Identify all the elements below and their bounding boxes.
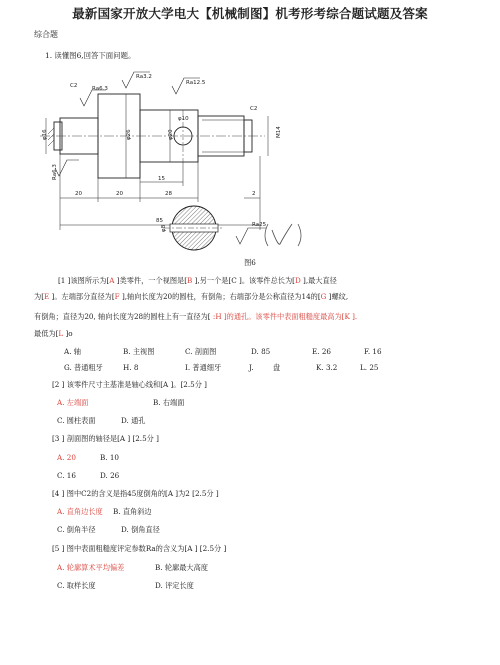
dim-c2-right: C2 — [250, 106, 258, 112]
paragraph-segment: L — [58, 329, 64, 338]
q5-option-d[interactable]: D. 评定长度 — [155, 581, 194, 590]
paragraph-segment: C — [231, 276, 237, 285]
dim-85: 85 — [156, 218, 163, 224]
dim-ra63-left: Ra6.3 — [92, 86, 108, 92]
q4-option-a[interactable]: A. 直角边长度 — [57, 507, 103, 516]
paragraph-segment: ]螺纹, — [326, 292, 349, 301]
paragraph-segment: ],轴向长度为20的圆柱，有倒角；右端部分是公称直径为14的[ — [119, 292, 321, 301]
q3-stem: [3 ] 剖面图的轴径是[A ] [2.5分 ] — [52, 434, 159, 443]
dim-m14: M14 — [276, 126, 282, 138]
option-d1: D. 85 — [251, 347, 271, 356]
paragraph-segment: G — [320, 292, 327, 301]
option-g: G. 普通粗牙 — [64, 363, 103, 372]
paragraph-line-2 — [34, 292, 348, 302]
q4-stem: [4 ] 图中C2的含义是指45度倒角的[A ]为2 [2.5分 ] — [52, 489, 219, 498]
dim-15: 15 — [158, 176, 165, 182]
dim-ra25: Ra25 — [252, 222, 267, 228]
paragraph-segment: ]o — [63, 329, 73, 338]
paragraph-segment: :H ]的通孔。该零件中表面粗糙度最高为[K ]. — [210, 312, 358, 321]
q4-option-b[interactable]: B. 直角斜边 — [113, 507, 152, 516]
q2-option-b[interactable]: B. 右端面 — [153, 398, 185, 407]
dim-ra32: Ra3.2 — [136, 74, 152, 80]
paragraph-segment: 为[ — [34, 292, 44, 301]
q5-option-c[interactable]: C. 取样长度 — [57, 581, 96, 590]
paragraph-segment: F — [114, 292, 120, 301]
option-j: J. — [249, 363, 254, 372]
option-j-value: 盘 — [273, 363, 281, 372]
option-l: L. 25 — [360, 363, 379, 372]
q3-option-a[interactable]: A. 20 — [57, 453, 76, 462]
paragraph-line-4 — [34, 329, 73, 339]
paragraph-segment: ],最大直径 — [300, 276, 337, 285]
dim-20b: 20 — [116, 191, 123, 197]
q2-stem: [2 ] 该零件尺寸主基准是轴心线和[A ]。[2.5分 ] — [52, 380, 207, 389]
paragraph-segment: ],另一个是[ — [192, 276, 232, 285]
q3-option-c[interactable]: C. 16 — [57, 471, 76, 480]
dim-phi10: φ10 — [178, 116, 189, 122]
paragraph-line-3 — [34, 312, 357, 322]
option-e1: E. 26 — [312, 347, 331, 356]
option-i: I. 普通细牙 — [185, 363, 222, 372]
dim-c2-left: C2 — [70, 83, 78, 89]
paragraph-segment: E — [44, 292, 50, 301]
dim-2: 2 — [252, 191, 256, 197]
q5-option-b[interactable]: B. 轮廓最大高度 — [155, 563, 208, 572]
dim-28: 28 — [165, 191, 172, 197]
paragraph-segment: 有倒角；直径为20, 轴向长度为28的圆柱上有一直径为[ — [34, 312, 211, 321]
paragraph-segment: ]。该零件总长为[ — [236, 276, 295, 285]
paragraph-segment: D — [294, 276, 301, 285]
paragraph-segment: B — [187, 276, 193, 285]
figure-caption: 图6 — [244, 258, 256, 267]
q2-option-d[interactable]: D. 通孔 — [121, 416, 146, 425]
option-h: H. 8 — [123, 363, 139, 372]
option-k: K. 3.2 — [316, 363, 338, 372]
dim-phi8: φ8 — [161, 224, 167, 232]
q2-option-a[interactable]: A. 左端面 — [57, 398, 89, 407]
paragraph-segment: ]类零件，一个视图是[ — [114, 276, 188, 285]
question-intro: 1. 读懂图6,回答下面问题。 — [45, 51, 136, 60]
dim-phi20: φ20 — [168, 129, 174, 140]
dim-20a: 20 — [75, 191, 82, 197]
q4-option-c[interactable]: C. 倒角半径 — [57, 525, 96, 534]
paragraph-segment: A — [109, 276, 115, 285]
dim-ra63-bottom: Ra6.3 — [52, 164, 58, 180]
dim-phi16: φ16 — [42, 129, 48, 140]
paragraph-segment: [1 ]该图所示为[ — [58, 276, 110, 285]
q2-option-c[interactable]: C. 圆柱表面 — [57, 416, 96, 425]
section-title: 综合题 — [34, 30, 58, 39]
q3-option-d[interactable]: D. 26 — [100, 471, 120, 480]
option-f1: F. 16 — [364, 347, 382, 356]
dim-ra125: Ra12.5 — [186, 80, 206, 86]
q5-stem: [5 ] 图中表面粗糙度评定参数Ra的含义为[A ] [2.5分 ] — [52, 544, 227, 553]
paragraph-segment: ]。左端部分直径为[ — [49, 292, 115, 301]
dim-phi26: φ26 — [126, 129, 132, 140]
q4-option-d[interactable]: D. 倒角直径 — [121, 525, 160, 534]
paragraph-segment: 最低为[ — [34, 329, 59, 338]
option-c1: C. 剖面图 — [185, 347, 217, 356]
paragraph-line-1 — [58, 276, 337, 286]
option-a1: A. 轴 — [64, 347, 81, 356]
q5-option-a[interactable]: A. 轮廓算术平均偏差 — [57, 563, 125, 572]
page-title: 最新国家开放大学电大【机械制图】机考形考综合题试题及答案 — [72, 6, 428, 21]
option-b1: B. 主视图 — [123, 347, 155, 356]
q3-option-b[interactable]: B. 10 — [100, 453, 119, 462]
